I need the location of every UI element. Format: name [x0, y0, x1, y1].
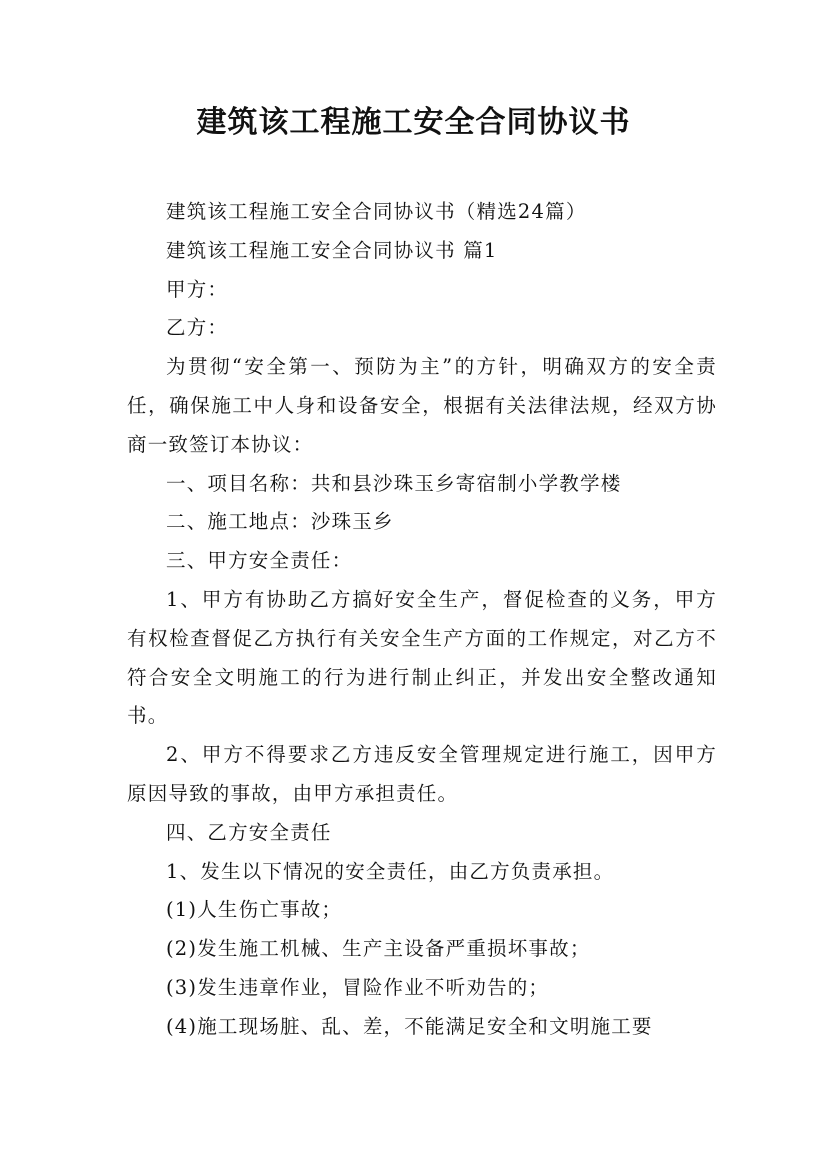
paragraph-party-b-item-1: 1、发生以下情况的安全责任，由乙方负责承担。 [166, 859, 615, 883]
paragraph-party-b: 乙方： [166, 316, 229, 340]
paragraph-preamble: 为贯彻“安全第一、预防为主”的方针，明确双方的安全责任，确保施工中人身和设备安全，根据有关法律法规，经双方协商一致签订本协议： [127, 355, 717, 456]
paragraph-party-a-item-1: 1、甲方有协助乙方搞好安全生产，督促检查的义务，甲方有权检查督促乙方执行有关安全生产方面的工作规定，对乙方不符合安全文明施工的行为进行制止纠正，并发出安全整改通知书。 [127, 587, 717, 728]
paragraph-list-item-1: (1)人生伤亡事故； [166, 898, 343, 922]
paragraph-party-b-heading: 四、乙方安全责任 [166, 820, 332, 844]
paragraph-party-a-item-2: 2、甲方不得要求乙方违反安全管理规定进行施工，因甲方原因导致的事故，由甲方承担责任。 [127, 743, 717, 805]
paragraph-party-a: 甲方： [166, 277, 229, 301]
paragraph-section-heading: 建筑该工程施工安全合同协议书 篇1 [166, 238, 498, 262]
paragraph-location: 二、施工地点：沙珠玉乡 [166, 510, 394, 534]
document-body [127, 193, 717, 1047]
paragraph-project-name: 一、项目名称：共和县沙珠玉乡寄宿制小学教学楼 [166, 471, 622, 495]
paragraph-subtitle: 建筑该工程施工安全合同协议书（精选24篇） [166, 200, 587, 223]
paragraph-list-item-3: (3)发生违章作业，冒险作业不听劝告的； [166, 975, 550, 999]
paragraph-party-a-heading: 三、甲方安全责任： [166, 549, 353, 573]
paragraph-list-item-4: (4)施工现场脏、乱、差，不能满足安全和文明施工要 [166, 1014, 653, 1038]
paragraph-list-item-2: (2)发生施工机械、生产主设备严重损坏事故； [166, 937, 591, 961]
document-title: 建筑该工程施工安全合同协议书 [196, 105, 631, 140]
